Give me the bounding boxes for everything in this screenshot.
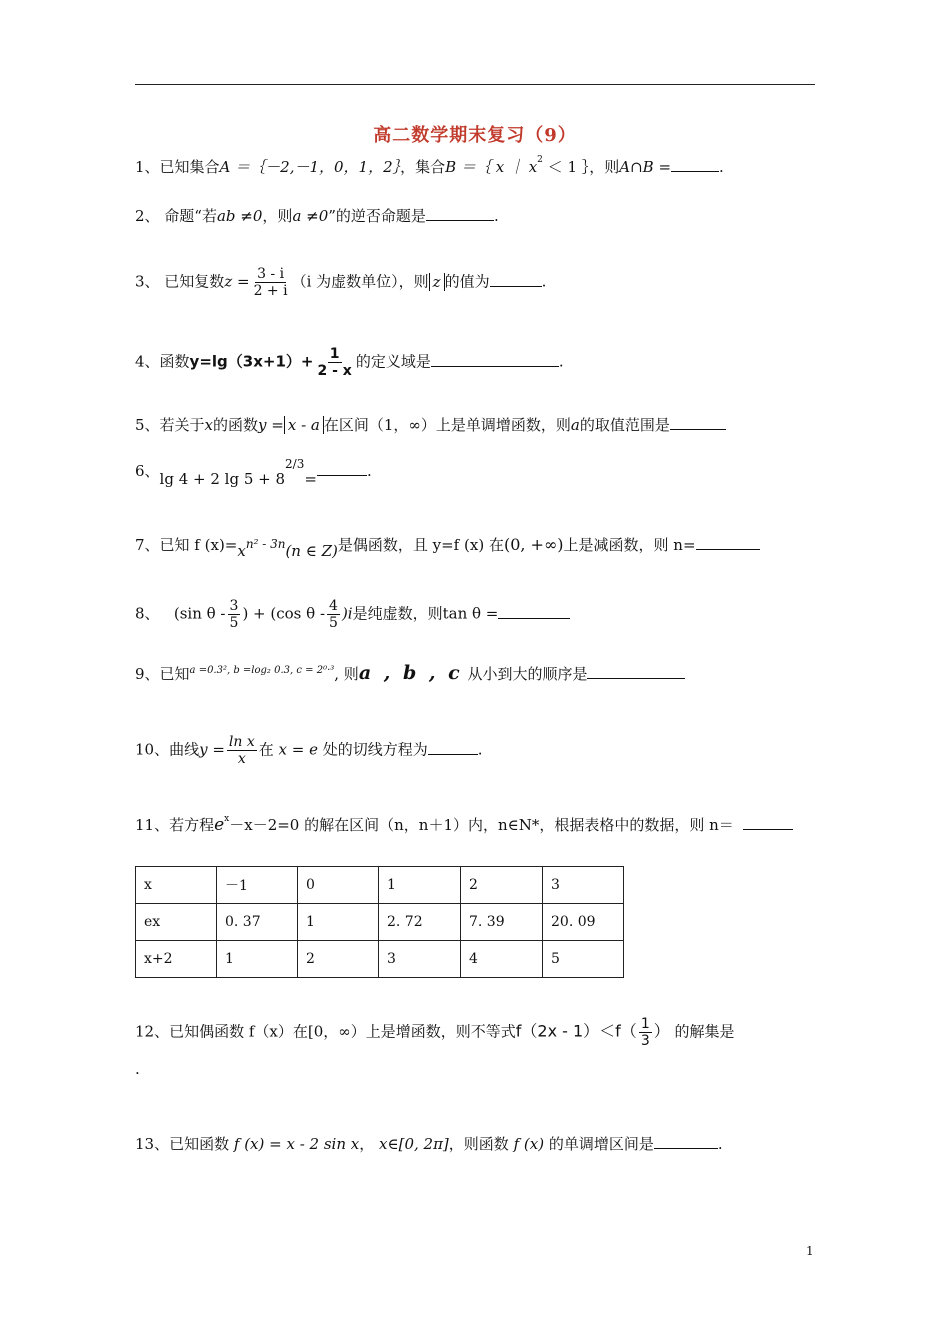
table-cell: 1 [379,867,461,904]
fraction: $\frac{3 - i}{2 + i}$ [253,266,288,299]
question-3: 3、 已知复数z = $\frac{3 - i}{2 + i}$ （i 为虚数单位），则 z 的值为 . [135,266,547,299]
table-cell: ex [136,904,217,941]
fraction: $\frac{3}{5}$ [229,598,239,631]
question-5: 5、若关于x的函数y = x - a 在区间（1，∞）上是单调增函数，则a的取值范围是 [135,414,726,436]
question-11: 11、若方程$e^x-x-2=0$ 的解在区间（n，n＋1）内，n∈N*，根据表格中的数据，则 n＝ [135,814,793,839]
fraction: $\frac{1}{3}$ [640,1016,650,1049]
table-cell: 20. 09 [543,904,624,941]
answer-blank [490,272,542,287]
table-cell: 7. 39 [461,904,543,941]
question-10: 10、曲线y = $\frac{\text{ln x}}{x}$ 在 x = e 处的切线方程为 . [135,734,483,767]
table-cell: 4 [461,941,543,978]
answer-blank [431,352,559,367]
data-table [135,866,624,978]
question-1: 1、已知集合A ＝｛－2,－1，0，1，2｝，集合B ＝｛ x ｜ $x^2 < 1$ ｝，则A∩B = . [135,155,724,176]
page-number: 1 [806,1244,814,1258]
answer-blank [317,461,367,476]
question-9: 9、已知$^{a =0.3^2, b =log_2 0.3, c = 2^0\cdot^3}$, 则a , b , c 从小到大的顺序是 [135,662,685,688]
question-8: 8、 (sin θ - $\frac{3}{5}$ ) + (cos θ - $\frac{4}{5}$ )i是纯虚数，则tan θ = [135,598,570,631]
table-cell: 1 [217,941,298,978]
answer-blank [743,815,793,830]
question-12-continuation: . [135,1060,140,1078]
table-cell: 2. 72 [379,904,461,941]
table-cell: 2 [298,941,379,978]
table-row [136,904,624,941]
answer-blank [426,206,494,221]
table-cell: 0. 37 [217,904,298,941]
table-cell: 2 [461,867,543,904]
table-cell: x [136,867,217,904]
table-cell: －1 [217,867,298,904]
question-2: 2、 命题“若ab ≠0，则a ≠0”的逆否命题是 . [135,207,499,225]
question-6: 6、lg 4 + 2 $\lg 5 + 8^{2/3}=$ . [135,457,372,488]
fraction: $\frac{1}{2 - x}$ [317,346,352,379]
table-row [136,941,624,978]
fraction: $\frac{\text{ln x}}{x}$ [228,734,255,767]
question-13: 13、已知函数 f (x) = x - 2 sin x， x∈[0, 2π]，则函数 f (x) 的单调增区间是 . [135,1135,723,1153]
answer-blank [670,415,726,430]
question-12: 12、已知偶函数 f（x）在[0，∞）上是增函数，则不等式f（2x - 1）＜f（ $\frac{1}{3}$ ） 的解集是 [135,1016,735,1049]
answer-blank [498,604,570,619]
answer-blank [428,740,478,755]
answer-blank [587,664,685,679]
table-cell: 3 [543,867,624,904]
fraction: $\frac{4}{5}$ [329,598,338,631]
header-rule [135,84,815,85]
answer-blank [696,535,760,550]
question-7: 7、已知 f (x)=xn² - 3n(n ∈ Z)是偶函数，且 y=f (x) 在(0, +∞)上是减函数，则 n= [135,534,760,557]
table-cell: x+2 [136,941,217,978]
question-4: 4、函数y=lg（3x+1）+ $\frac{1}{2 - x}$ 的定义域是 . [135,346,564,379]
answer-blank [671,157,719,172]
table-cell: 1 [298,904,379,941]
table-cell: 0 [298,867,379,904]
answer-blank [654,1134,718,1149]
table-cell: 5 [543,941,624,978]
table-cell: 3 [379,941,461,978]
page-title: 高二数学期末复习（9） [373,125,577,146]
table-row [136,867,624,904]
